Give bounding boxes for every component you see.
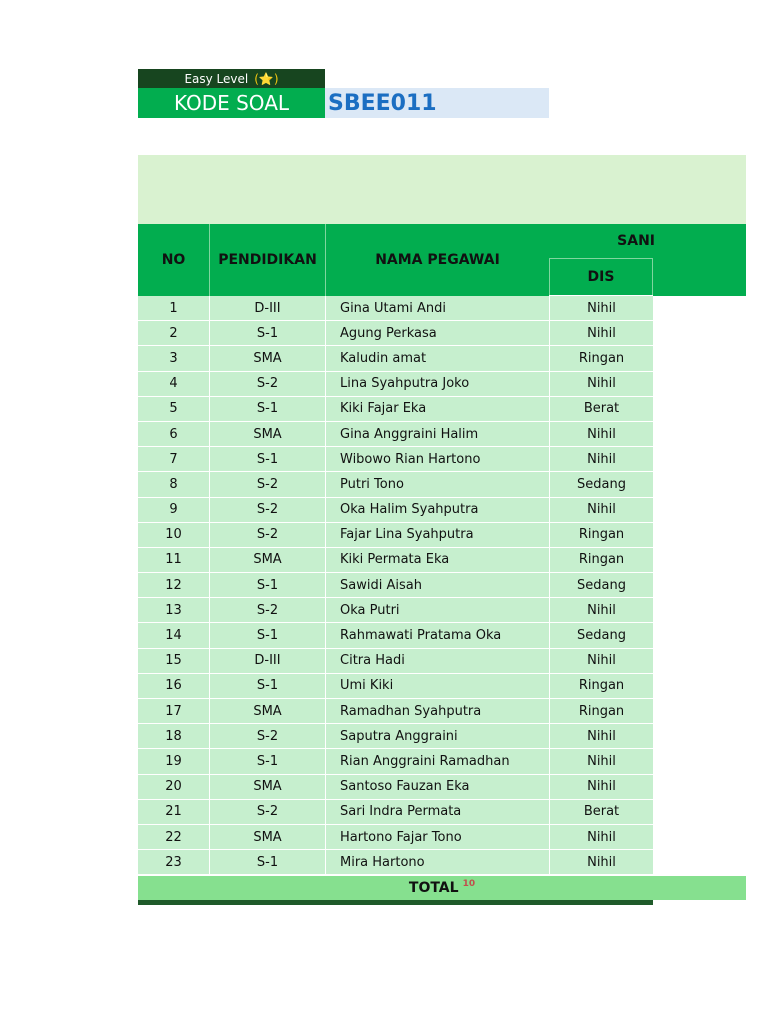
cell-no: 16 bbox=[138, 674, 210, 698]
cell-pendidikan: D-III bbox=[210, 296, 326, 320]
cell-no: 8 bbox=[138, 472, 210, 496]
total-note: 10 bbox=[462, 879, 476, 889]
cell-pendidikan: S-1 bbox=[210, 447, 326, 471]
total-row bbox=[138, 876, 746, 900]
column-header-nama-pegawai bbox=[326, 224, 549, 296]
table-body bbox=[138, 296, 653, 875]
cell-dis: Nihil bbox=[587, 854, 616, 870]
cell-pendidikan: SMA bbox=[210, 346, 326, 370]
cell-pendidikan: S-1 bbox=[210, 397, 326, 421]
cell-nama: Lina Syahputra Joko bbox=[326, 372, 550, 396]
cell-pendidikan: SMA bbox=[210, 548, 326, 572]
cell-nama: Oka Putri bbox=[326, 598, 550, 622]
cell-no: 18 bbox=[138, 724, 210, 748]
cell-nama: Putri Tono bbox=[326, 472, 550, 496]
cell-pendidikan: S-2 bbox=[210, 800, 326, 824]
cell-nama: Sari Indra Permata bbox=[326, 800, 550, 824]
table-row bbox=[138, 296, 653, 321]
cell-pendidikan: SMA bbox=[210, 699, 326, 723]
cell-pendidikan: S-1 bbox=[210, 623, 326, 647]
table-row bbox=[138, 573, 653, 598]
cell-pendidikan: S-1 bbox=[210, 321, 326, 345]
cell-nama: Gina Anggraini Halim bbox=[326, 422, 550, 446]
cell-nama: Umi Kiki bbox=[326, 674, 550, 698]
level-label: Easy Level bbox=[184, 71, 249, 86]
table-row bbox=[138, 649, 653, 674]
cell-nama: Mira Hartono bbox=[326, 850, 550, 874]
cell-pendidikan: SMA bbox=[210, 825, 326, 849]
table-row bbox=[138, 800, 653, 825]
cell-no: 14 bbox=[138, 623, 210, 647]
cell-dis: Nihil bbox=[587, 829, 616, 845]
cell-pendidikan: S-1 bbox=[210, 573, 326, 597]
cell-no: 22 bbox=[138, 825, 210, 849]
table-row bbox=[138, 346, 653, 371]
cell-pendidikan: SMA bbox=[210, 775, 326, 799]
cell-dis: Sedang bbox=[577, 476, 626, 492]
cell-dis: Nihil bbox=[587, 728, 616, 744]
column-header-pendidikan bbox=[210, 224, 326, 296]
cell-pendidikan: S-2 bbox=[210, 724, 326, 748]
cell-no: 23 bbox=[138, 850, 210, 874]
cell-dis: Nihil bbox=[587, 325, 616, 341]
column-header-no-text: NO bbox=[161, 252, 186, 268]
cell-no: 17 bbox=[138, 699, 210, 723]
column-header-sanksi-text: SANI bbox=[617, 233, 655, 249]
cell-dis: Ringan bbox=[578, 527, 625, 543]
star-icon: (⭐) bbox=[254, 71, 279, 86]
cell-no: 9 bbox=[138, 498, 210, 522]
kode-soal-text: KODE SOAL bbox=[173, 91, 290, 115]
cell-dis: Nihil bbox=[587, 300, 616, 316]
cell-no: 2 bbox=[138, 321, 210, 345]
kode-soal-label bbox=[138, 88, 325, 118]
kode-soal-code: SBEE011 bbox=[328, 90, 437, 116]
table-row bbox=[138, 498, 653, 523]
cell-no: 4 bbox=[138, 372, 210, 396]
cell-no: 21 bbox=[138, 800, 210, 824]
cell-no: 10 bbox=[138, 523, 210, 547]
cell-no: 3 bbox=[138, 346, 210, 370]
cell-dis: Nihil bbox=[587, 502, 616, 518]
total-underline bbox=[138, 900, 653, 905]
cell-nama: Hartono Fajar Tono bbox=[326, 825, 550, 849]
cell-dis: Sedang bbox=[577, 577, 626, 593]
total-label: TOTAL bbox=[408, 880, 459, 896]
cell-no: 12 bbox=[138, 573, 210, 597]
cell-dis: Ringan bbox=[578, 350, 625, 366]
title-band bbox=[138, 155, 746, 224]
cell-dis: Berat bbox=[583, 401, 620, 417]
table-row bbox=[138, 422, 653, 447]
cell-nama: Gina Utami Andi bbox=[326, 296, 550, 320]
cell-dis: Berat bbox=[583, 804, 620, 820]
cell-dis: Nihil bbox=[587, 779, 616, 795]
column-header-no bbox=[138, 224, 210, 296]
table-row bbox=[138, 548, 653, 573]
cell-dis: Ringan bbox=[578, 552, 625, 568]
cell-nama: Sawidi Aisah bbox=[326, 573, 550, 597]
cell-no: 1 bbox=[138, 296, 210, 320]
column-header-dis bbox=[549, 258, 653, 295]
level-badge bbox=[138, 69, 325, 88]
cell-nama: Agung Perkasa bbox=[326, 321, 550, 345]
column-header-dis-text: DIS bbox=[587, 269, 615, 285]
header-filler bbox=[653, 258, 746, 296]
cell-nama: Oka Halim Syahputra bbox=[326, 498, 550, 522]
cell-no: 5 bbox=[138, 397, 210, 421]
cell-pendidikan: S-2 bbox=[210, 498, 326, 522]
table-row bbox=[138, 623, 653, 648]
column-header-nama-text: NAMA PEGAWAI bbox=[375, 252, 500, 268]
cell-pendidikan: S-1 bbox=[210, 749, 326, 773]
cell-nama: Wibowo Rian Hartono bbox=[326, 447, 550, 471]
cell-no: 6 bbox=[138, 422, 210, 446]
table-row bbox=[138, 699, 653, 724]
cell-nama: Kiki Permata Eka bbox=[326, 548, 550, 572]
cell-dis: Nihil bbox=[587, 376, 616, 392]
table-row bbox=[138, 598, 653, 623]
cell-no: 13 bbox=[138, 598, 210, 622]
cell-dis: Nihil bbox=[587, 602, 616, 618]
table-row bbox=[138, 447, 653, 472]
cell-nama: Kiki Fajar Eka bbox=[326, 397, 550, 421]
cell-pendidikan: SMA bbox=[210, 422, 326, 446]
cell-pendidikan: D-III bbox=[210, 649, 326, 673]
cell-nama: Saputra Anggraini bbox=[326, 724, 550, 748]
table-row bbox=[138, 850, 653, 875]
cell-pendidikan: S-2 bbox=[210, 598, 326, 622]
column-header-pendidikan-text: PENDIDIKAN bbox=[218, 252, 317, 268]
cell-dis: Ringan bbox=[578, 678, 625, 694]
cell-dis: Nihil bbox=[587, 451, 616, 467]
cell-nama: Rahmawati Pratama Oka bbox=[326, 623, 550, 647]
table-row bbox=[138, 523, 653, 548]
cell-no: 7 bbox=[138, 447, 210, 471]
table-row bbox=[138, 724, 653, 749]
cell-pendidikan: S-2 bbox=[210, 472, 326, 496]
cell-dis: Nihil bbox=[587, 753, 616, 769]
cell-dis: Nihil bbox=[587, 426, 616, 442]
cell-nama: Ramadhan Syahputra bbox=[326, 699, 550, 723]
cell-dis: Ringan bbox=[578, 703, 625, 719]
cell-no: 11 bbox=[138, 548, 210, 572]
column-header-sanksi bbox=[549, 224, 746, 258]
table-row bbox=[138, 825, 653, 850]
cell-pendidikan: S-1 bbox=[210, 850, 326, 874]
cell-nama: Citra Hadi bbox=[326, 649, 550, 673]
cell-no: 20 bbox=[138, 775, 210, 799]
cell-pendidikan: S-1 bbox=[210, 674, 326, 698]
cell-nama: Fajar Lina Syahputra bbox=[326, 523, 550, 547]
table-row bbox=[138, 472, 653, 497]
cell-nama: Rian Anggraini Ramadhan bbox=[326, 749, 550, 773]
cell-pendidikan: S-2 bbox=[210, 372, 326, 396]
cell-nama: Kaludin amat bbox=[326, 346, 550, 370]
cell-dis: Sedang bbox=[577, 628, 626, 644]
table-row bbox=[138, 749, 653, 774]
cell-no: 15 bbox=[138, 649, 210, 673]
cell-no: 19 bbox=[138, 749, 210, 773]
cell-nama: Santoso Fauzan Eka bbox=[326, 775, 550, 799]
table-row bbox=[138, 775, 653, 800]
table-row bbox=[138, 372, 653, 397]
kode-soal-value bbox=[325, 88, 549, 118]
table-row bbox=[138, 397, 653, 422]
cell-dis: Nihil bbox=[587, 653, 616, 669]
table-row bbox=[138, 321, 653, 346]
cell-pendidikan: S-2 bbox=[210, 523, 326, 547]
table-row bbox=[138, 674, 653, 699]
